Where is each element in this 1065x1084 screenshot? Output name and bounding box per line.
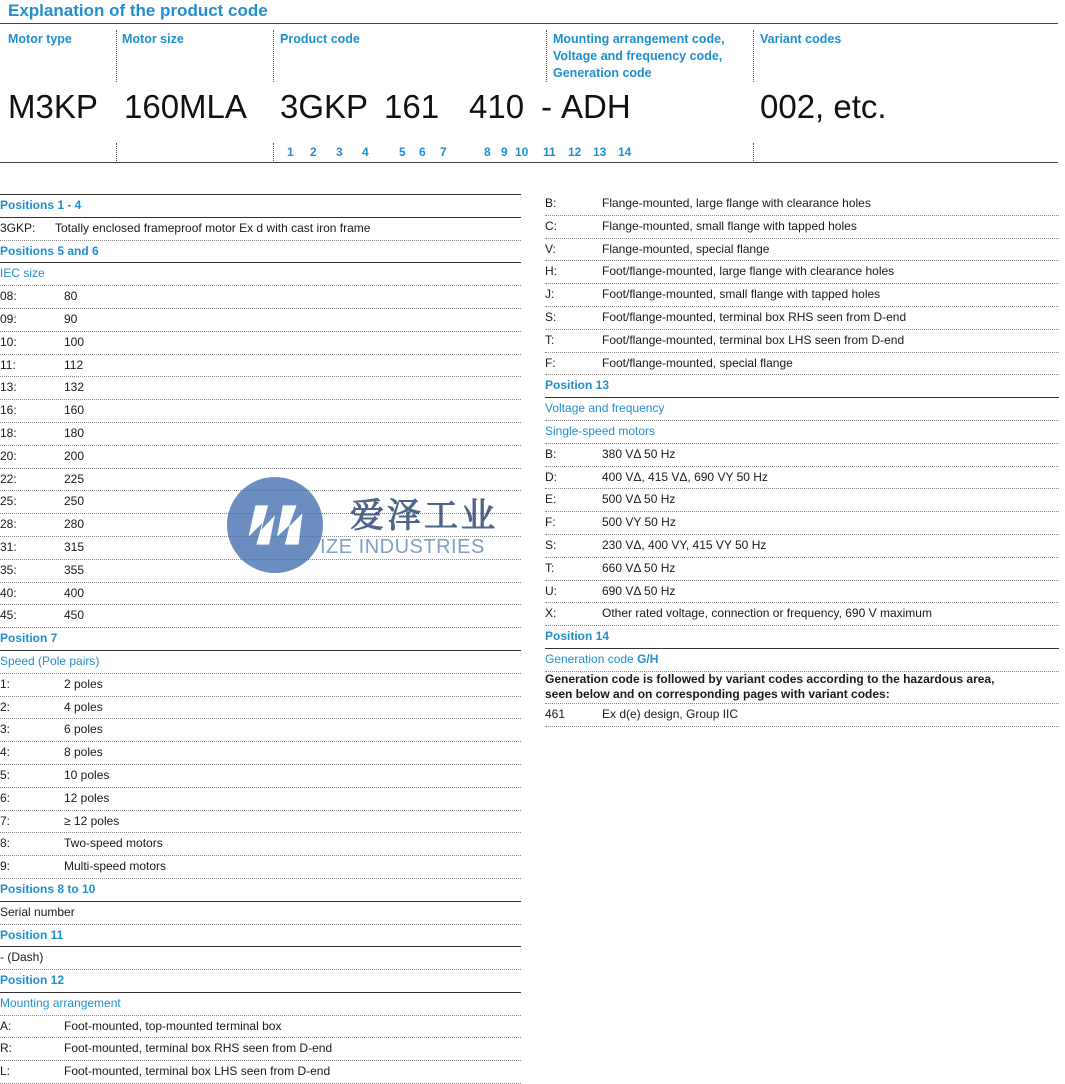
position-number: 4 xyxy=(362,145,369,159)
position-number: 13 xyxy=(593,145,607,159)
code-motor-type: M3KP xyxy=(8,88,98,125)
row-description: 2 poles xyxy=(64,676,103,691)
subsection-label: Speed (Pole pairs) xyxy=(0,651,521,674)
row-description: Foot/flange-mounted, terminal box RHS seen from D-end xyxy=(602,309,907,324)
row-code: 25: xyxy=(0,494,17,509)
row-code: 09: xyxy=(0,311,17,326)
row-description: 200 xyxy=(64,448,85,463)
row-description: Ex d(e) design, Group IIC xyxy=(602,706,739,721)
row-description: 250 xyxy=(64,494,85,509)
row-code: U: xyxy=(545,583,557,598)
row-code: B: xyxy=(545,446,557,461)
divider xyxy=(546,30,547,82)
table-row xyxy=(0,1016,521,1039)
table-row xyxy=(545,307,1059,330)
table-row xyxy=(0,765,521,788)
row-description: 180 xyxy=(64,425,85,440)
row-code: F: xyxy=(545,355,556,370)
note-text: seen below and on corresponding pages with variant codes: xyxy=(545,687,1059,704)
row-description: 225 xyxy=(64,471,85,486)
table-row xyxy=(0,377,521,400)
table-row xyxy=(0,742,521,765)
position-number: 14 xyxy=(618,145,632,159)
table-row xyxy=(545,535,1059,558)
subsection-label: Voltage and frequency xyxy=(545,398,1059,421)
row-description: 500 VY 50 Hz xyxy=(602,515,676,530)
position-number: 6 xyxy=(419,145,426,159)
row-description: Foot/flange-mounted, small flange with tapped holes xyxy=(602,287,881,302)
table-row xyxy=(0,674,521,697)
table-row xyxy=(0,605,521,628)
subsection-label: Single-speed motors xyxy=(545,421,1059,444)
row-code: H: xyxy=(545,264,557,279)
row-description: 230 VΔ, 400 VY, 415 VY 50 Hz xyxy=(602,537,767,552)
table-row xyxy=(545,467,1059,490)
table-row xyxy=(545,489,1059,512)
row-code: 18: xyxy=(0,425,17,440)
header-motor-size: Motor size xyxy=(122,32,184,46)
code-part-1: 3GKP xyxy=(280,88,369,125)
table-row xyxy=(0,332,521,355)
row-code: D: xyxy=(545,469,557,484)
row-code: C: xyxy=(545,218,557,233)
row-code: 461 xyxy=(545,706,566,721)
row-code: 08: xyxy=(0,289,17,304)
row-code: 20: xyxy=(0,448,17,463)
table-row xyxy=(0,309,521,332)
row-description: Foot/flange-mounted, terminal box LHS seen from D-end xyxy=(602,332,905,347)
row-code: 35: xyxy=(0,562,17,577)
subsection-label: IEC size xyxy=(0,263,521,286)
position-number: 12 xyxy=(568,145,582,159)
position-number: 11 xyxy=(543,145,556,159)
row-code: 13: xyxy=(0,380,17,395)
row-code: J: xyxy=(545,287,555,302)
watermark-english-text: IZE INDUSTRIES xyxy=(320,536,485,558)
table-row xyxy=(545,330,1059,353)
row-code: B: xyxy=(545,196,557,210)
section-heading: Position 14 xyxy=(545,626,1059,649)
section-heading: Position 7 xyxy=(0,628,521,651)
table-row xyxy=(0,788,521,811)
row-description: Flange-mounted, large flange with clearance holes xyxy=(602,196,871,210)
row-code: S: xyxy=(545,309,557,324)
row-description: 4 poles xyxy=(64,699,103,714)
table-row xyxy=(0,423,521,446)
divider xyxy=(116,143,117,161)
row-description: Other rated voltage, connection or frequency, 690 V maximum xyxy=(602,606,932,621)
section-heading: Positions 5 and 6 xyxy=(0,241,521,264)
row-description: 8 poles xyxy=(64,745,103,760)
watermark-chinese-text: 爱泽工业 xyxy=(350,497,498,535)
section-heading: Positions 1 - 4 xyxy=(0,194,521,218)
row-code: A: xyxy=(0,1018,12,1033)
row-code: 45: xyxy=(0,608,17,623)
row-description: 400 xyxy=(64,585,85,600)
row-description: Multi-speed motors xyxy=(64,859,167,874)
position-number: 5 xyxy=(399,145,406,159)
row-code: F: xyxy=(545,515,556,530)
table-row xyxy=(545,704,1059,727)
table-row xyxy=(545,261,1059,284)
row-description: Foot-mounted, terminal box RHS seen from D-end xyxy=(64,1041,333,1056)
divider xyxy=(273,30,274,82)
right-column xyxy=(545,193,1059,727)
row-description: 90 xyxy=(64,311,78,326)
row-code: V: xyxy=(545,241,556,256)
row-description: 690 VΔ 50 Hz xyxy=(602,583,676,598)
table-row xyxy=(0,355,521,378)
row-code: 4: xyxy=(0,745,11,760)
row-code: S: xyxy=(545,537,557,552)
row-description: 280 xyxy=(64,517,85,532)
code-part-3: 410 xyxy=(469,88,525,125)
row-code: 10: xyxy=(0,334,17,349)
page-title: Explanation of the product code xyxy=(8,1,268,20)
row-description: ≥ 12 poles xyxy=(64,813,120,828)
divider xyxy=(273,143,274,161)
table-row xyxy=(0,719,521,742)
table-row xyxy=(545,603,1059,626)
row-description: 132 xyxy=(64,380,85,395)
position-number: 3 xyxy=(336,145,343,159)
table-row: - (Dash) xyxy=(0,947,521,970)
table-row xyxy=(545,558,1059,581)
row-description: 10 poles xyxy=(64,767,110,782)
ize-logo-icon xyxy=(226,476,324,574)
table-row xyxy=(545,581,1059,604)
row-description: 112 xyxy=(64,357,84,372)
code-dash: - xyxy=(541,88,552,125)
position-number: 9 xyxy=(501,145,508,159)
header-motor-type: Motor type xyxy=(8,32,72,46)
row-code: 3GKP: xyxy=(0,220,36,235)
section-heading: Position 11 xyxy=(0,925,521,948)
row-code: 11: xyxy=(0,357,16,372)
row-code: 40: xyxy=(0,585,17,600)
table-row xyxy=(0,400,521,423)
header-variant: Variant codes xyxy=(760,32,842,46)
row-description: 500 VΔ 50 Hz xyxy=(602,492,676,507)
table-row xyxy=(0,811,521,834)
row-description: 355 xyxy=(64,562,85,577)
row-code: 5: xyxy=(0,767,11,782)
row-description: 450 xyxy=(64,608,85,623)
table-row xyxy=(545,444,1059,467)
row-description: 12 poles xyxy=(64,790,110,805)
table-row xyxy=(0,1061,521,1084)
row-code: 6: xyxy=(0,790,11,805)
row-code: 16: xyxy=(0,403,17,418)
row-description: Foot-mounted, terminal box LHS seen from D-end xyxy=(64,1064,331,1079)
row-code: 22: xyxy=(0,471,17,486)
table-row xyxy=(545,216,1059,239)
row-description: Two-speed motors xyxy=(64,836,163,851)
table-row xyxy=(545,239,1059,262)
row-description: Foot/flange-mounted, large flange with clearance holes xyxy=(602,264,895,279)
header-mounting: Mounting arrangement code, Voltage and frequency code, Generation code xyxy=(553,32,725,80)
row-description: 80 xyxy=(64,289,78,304)
row-code: 28: xyxy=(0,517,17,532)
row-code: 2: xyxy=(0,699,11,714)
table-row xyxy=(0,446,521,469)
subsection-label-text: Generation code xyxy=(545,651,638,666)
row-description: 160 xyxy=(64,403,85,418)
table-row xyxy=(0,856,521,879)
row-code: 7: xyxy=(0,813,11,828)
divider xyxy=(753,143,754,161)
code-bottom-rule xyxy=(0,162,1058,163)
section-heading: Position 12 xyxy=(0,970,521,993)
row-code: 9: xyxy=(0,859,11,874)
table-row xyxy=(545,353,1059,376)
header-product-code: Product code xyxy=(280,32,360,46)
code-variant: 002, etc. xyxy=(760,88,887,125)
position-number: 7 xyxy=(440,145,447,159)
row-description: Foot/flange-mounted, special flange xyxy=(602,355,793,370)
row-description: 660 VΔ 50 Hz xyxy=(602,560,676,575)
divider xyxy=(753,30,754,82)
row-code: 8: xyxy=(0,836,11,851)
position-number: 10 xyxy=(515,145,529,159)
row-description: Flange-mounted, small flange with tapped holes xyxy=(602,218,857,233)
row-description: 100 xyxy=(64,334,85,349)
position-number: 1 xyxy=(287,145,294,159)
row-code: L: xyxy=(0,1064,11,1079)
row-description: 315 xyxy=(64,539,85,554)
table-row xyxy=(0,583,521,606)
generation-code-value: G/H xyxy=(637,651,659,666)
row-code: T: xyxy=(545,332,555,347)
left-column xyxy=(0,194,521,1084)
table-row xyxy=(0,286,521,309)
subsection-label xyxy=(545,649,1059,672)
row-code: R: xyxy=(0,1041,12,1056)
subsection-label: Mounting arrangement xyxy=(0,993,521,1016)
position-number: 2 xyxy=(310,145,317,159)
table-row xyxy=(0,697,521,720)
table-row xyxy=(0,833,521,856)
row-code: 1: xyxy=(0,676,11,691)
table-row xyxy=(0,218,521,241)
table-row: Serial number xyxy=(0,902,521,925)
table-row xyxy=(545,193,1059,216)
row-description: 380 VΔ 50 Hz xyxy=(602,446,676,461)
row-description: 400 VΔ, 415 VΔ, 690 VY 50 Hz xyxy=(602,469,768,484)
row-code: 31: xyxy=(0,539,17,554)
title-rule xyxy=(0,23,1058,24)
row-description: Flange-mounted, special flange xyxy=(602,241,770,256)
table-row xyxy=(545,284,1059,307)
code-motor-size: 160MLA xyxy=(124,88,247,125)
row-code: T: xyxy=(545,560,555,575)
code-part-2: 161 xyxy=(384,88,440,125)
section-heading: Position 13 xyxy=(545,375,1059,398)
row-description: 6 poles xyxy=(64,722,103,737)
row-code: X: xyxy=(545,606,557,621)
section-heading: Positions 8 to 10 xyxy=(0,879,521,902)
table-row xyxy=(0,1038,521,1061)
divider xyxy=(116,30,117,82)
note-text: Generation code is followed by variant codes according to the hazardous area, xyxy=(545,671,995,686)
row-description: Foot-mounted, top-mounted terminal box xyxy=(64,1018,282,1033)
table-row xyxy=(545,512,1059,535)
watermark xyxy=(226,474,526,578)
row-code: 3: xyxy=(0,722,11,737)
row-description: Totally enclosed frameproof motor Ex d with cast iron frame xyxy=(55,220,371,235)
position-number: 8 xyxy=(484,145,491,159)
code-part-4: ADH xyxy=(561,88,631,125)
row-code: E: xyxy=(545,492,557,507)
